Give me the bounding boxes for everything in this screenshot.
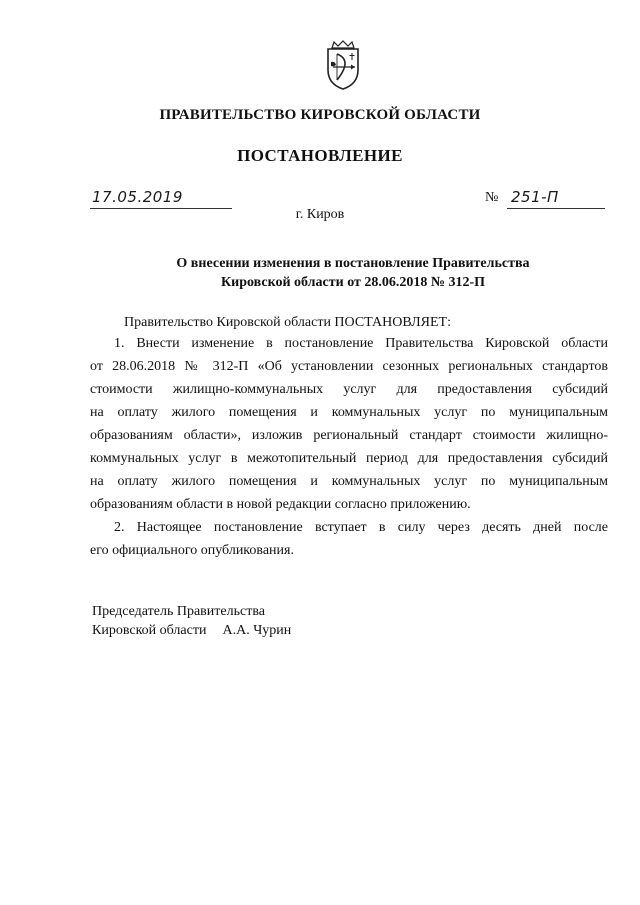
document-subject xyxy=(0,254,640,292)
preamble: Правительство Кировской области ПОСТАНОВЛЯЕТ: xyxy=(124,315,451,330)
signature-block xyxy=(92,602,291,640)
paragraph-2 xyxy=(90,516,608,562)
paragraph-line: 1. Внести изменение в постановление Правительства Кировской области xyxy=(114,336,608,351)
paragraph-line: от 28.06.2018 № 312-П «Об установлении сезонных региональных стандартов xyxy=(90,359,608,374)
subject-line: О внесении изменения в постановление Правительства xyxy=(176,256,530,271)
document-number-field xyxy=(485,190,605,208)
paragraph-line: образованиям области», изложив региональный стандарт стоимости жилищно- xyxy=(90,428,608,443)
document-number-value: 251-П xyxy=(511,188,559,206)
paragraph-1 xyxy=(90,332,608,516)
paragraph-line: 2. Настоящее постановление вступает в силу через десять дней после xyxy=(114,520,608,535)
signatory-title: Председатель Правительства xyxy=(92,604,265,619)
signatory-name: А.А. Чурин xyxy=(222,623,292,638)
paragraph-line: коммунальных услуг в межотопительный период для предоставления субсидий xyxy=(90,451,608,466)
signatory-region: Кировской области xyxy=(92,623,207,638)
document-type-title: ПОСТАНОВЛЕНИЕ xyxy=(237,146,403,165)
city-name: г. Киров xyxy=(295,207,345,222)
coat-of-arms-icon xyxy=(323,40,363,90)
signatory-row xyxy=(92,621,291,640)
paragraph-line: стоимости жилищно-коммунальных услуг для предоставления субсидий xyxy=(90,382,608,397)
government-title: ПРАВИТЕЛЬСТВО КИРОВСКОЙ ОБЛАСТИ xyxy=(159,107,481,123)
paragraph-line: на оплату жилого помещения и коммунальных услуг по муниципальным xyxy=(90,405,608,420)
subject-line: Кировской области от 28.06.2018 № 312-П xyxy=(220,275,486,290)
paragraph-line: на оплату жилого помещения и коммунальных услуг по муниципальным xyxy=(90,474,608,489)
paragraph-line: образованиям области в новой редакции согласно приложению. xyxy=(90,497,471,512)
paragraph-line: его официального опубликования. xyxy=(90,543,294,558)
number-sign: № xyxy=(485,190,499,205)
date-value: 17.05.2019 xyxy=(92,188,183,206)
